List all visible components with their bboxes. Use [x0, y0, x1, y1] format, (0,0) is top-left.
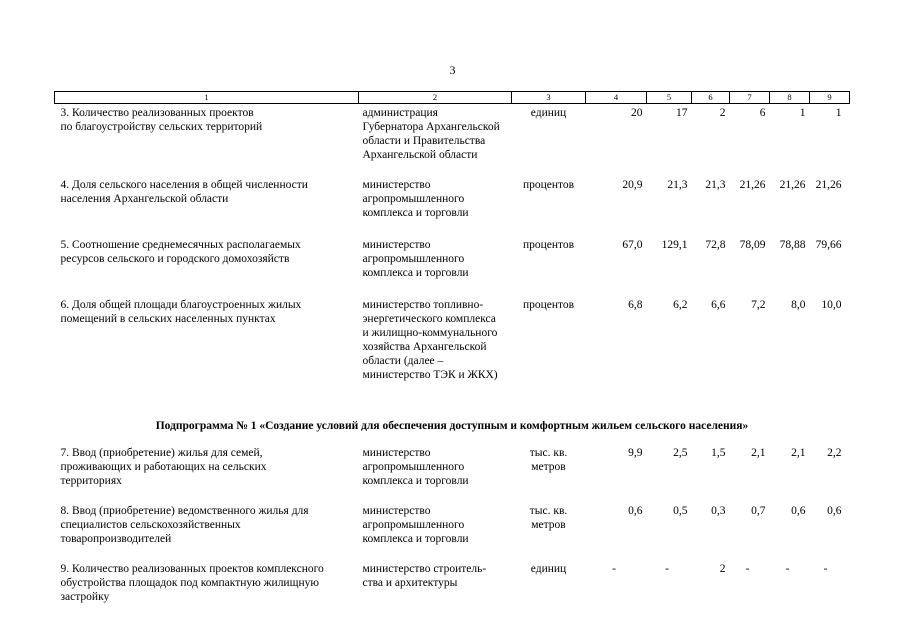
indicator-value: 78,09	[739, 239, 766, 251]
indicator-value: 10,0	[821, 299, 842, 311]
indicator-value: -	[612, 563, 616, 575]
indicator-value: 2,1	[791, 447, 806, 459]
indicators-group-a	[55, 104, 850, 405]
indicator-value: 8,0	[791, 299, 806, 311]
indicator-value: -	[665, 563, 669, 575]
indicator-value: 6,8	[628, 299, 643, 311]
table-row	[55, 502, 850, 560]
indicator-value: 21,3	[667, 179, 688, 191]
unit-of-measure: процентов	[522, 179, 575, 191]
indicator-value: 21,3	[705, 179, 726, 191]
indicator-value: 7,2	[751, 299, 766, 311]
indicator-value: 20	[631, 107, 643, 119]
unit-of-measure: тыс. кв. метров	[529, 447, 568, 473]
indicator-value: 6,2	[673, 299, 688, 311]
indicator-value: 17	[676, 107, 688, 119]
indicator-value: 21,26	[815, 179, 842, 191]
indicators-group-b	[55, 444, 850, 610]
subprogram-heading-row	[55, 404, 850, 444]
indicator-value: 79,66	[815, 239, 842, 251]
indicator-name: 9. Количество реализованных проектов комплексного обустройства площадок под компактную жилищную застройку	[60, 563, 324, 603]
responsible-body: администрация Губернатора Архангельской области и Правительства Архангельской области	[362, 107, 500, 161]
indicator-value: 0,7	[751, 505, 766, 517]
indicator-value: 9,9	[628, 447, 643, 459]
unit-of-measure: единиц	[530, 107, 567, 119]
indicator-value: 2,2	[827, 447, 842, 459]
unit-of-measure: единиц	[530, 563, 567, 575]
indicator-value: -	[745, 563, 750, 575]
column-number-cell: 1	[55, 92, 359, 104]
indicator-name: 6. Доля общей площади благоустроенных жилых помещений в сельских населенных пунктах	[60, 299, 302, 325]
indicator-value: 0,6	[791, 505, 806, 517]
column-number-cell: 6	[692, 92, 730, 104]
indicator-value: 0,3	[711, 505, 726, 517]
column-number-header-row	[55, 92, 850, 104]
indicator-value: 129,1	[661, 239, 688, 251]
indicator-value: 78,88	[779, 239, 806, 251]
indicator-value: 72,8	[705, 239, 726, 251]
indicator-name: 4. Доля сельского населения в общей численности населения Архангельской области	[60, 179, 308, 205]
indicators-table	[54, 91, 850, 610]
subprogram-heading-group	[55, 404, 850, 444]
indicator-value: 2	[719, 107, 726, 119]
indicator-name: 8. Ввод (приобретение) ведомственного жилья для специалистов сельскохозяйственных товаропроизводителей	[60, 505, 309, 545]
indicator-name: 7. Ввод (приобретение) жилья для семей, проживающих и работающих на сельских территориях	[60, 447, 267, 487]
column-number-cell: 3	[512, 92, 586, 104]
indicator-value: 1	[799, 107, 806, 119]
indicator-value: 2,5	[673, 447, 688, 459]
column-number-cell: 7	[730, 92, 770, 104]
subprogram-title: Подпрограмма № 1 «Создание условий для обеспечения доступным и комфортным жильем сельского населения»	[155, 420, 749, 432]
indicator-value: 2,1	[751, 447, 766, 459]
indicator-value: 1,5	[711, 447, 726, 459]
indicator-name: 3. Количество реализованных проектов по благоустройству сельских территорий	[60, 107, 263, 133]
indicator-value: 2	[719, 563, 726, 575]
indicator-value: -	[823, 563, 828, 575]
indicator-value: 21,26	[739, 179, 766, 191]
table-row	[55, 104, 850, 177]
column-number-cell: 4	[586, 92, 647, 104]
column-number-cell: 5	[647, 92, 692, 104]
indicator-name: 5. Соотношение среднемесячных располагаемых ресурсов сельского и городского домохозяйств	[60, 239, 301, 265]
unit-of-measure: процентов	[522, 299, 575, 311]
column-number-cell: 8	[770, 92, 810, 104]
table-row	[55, 176, 850, 236]
indicator-value: 1	[835, 107, 842, 119]
indicator-value: -	[785, 563, 790, 575]
unit-of-measure: процентов	[522, 239, 575, 251]
indicator-value: 0,6	[827, 505, 842, 517]
page-number: 3	[449, 63, 456, 77]
responsible-body: министерство агропромышленного комплекса и торговли	[362, 505, 469, 545]
indicator-value: 6,6	[711, 299, 726, 311]
indicator-value: 0,6	[628, 505, 643, 517]
responsible-body: министерство агропромышленного комплекса и торговли	[362, 239, 469, 279]
indicator-value: 6	[759, 107, 766, 119]
indicator-value: 0,5	[673, 505, 688, 517]
table-row	[55, 444, 850, 502]
responsible-body: министерство топливно- энергетического комплекса и жилищно-коммунального хозяйства Архангельской области (далее – министерство ТЭК и ЖКХ)	[362, 299, 498, 381]
indicator-value: 21,26	[779, 179, 806, 191]
responsible-body: министерство строитель- ства и архитектуры	[362, 563, 487, 589]
table-row	[55, 296, 850, 404]
responsible-body: министерство агропромышленного комплекса и торговли	[362, 447, 469, 487]
table-row	[55, 236, 850, 296]
column-number-cell: 9	[810, 92, 850, 104]
table-row	[55, 560, 850, 610]
unit-of-measure: тыс. кв. метров	[529, 505, 568, 531]
indicator-value: 20,9	[622, 179, 643, 191]
responsible-body: министерство агропромышленного комплекса и торговли	[362, 179, 469, 219]
column-number-cell: 2	[359, 92, 512, 104]
indicator-value: 67,0	[622, 239, 643, 251]
